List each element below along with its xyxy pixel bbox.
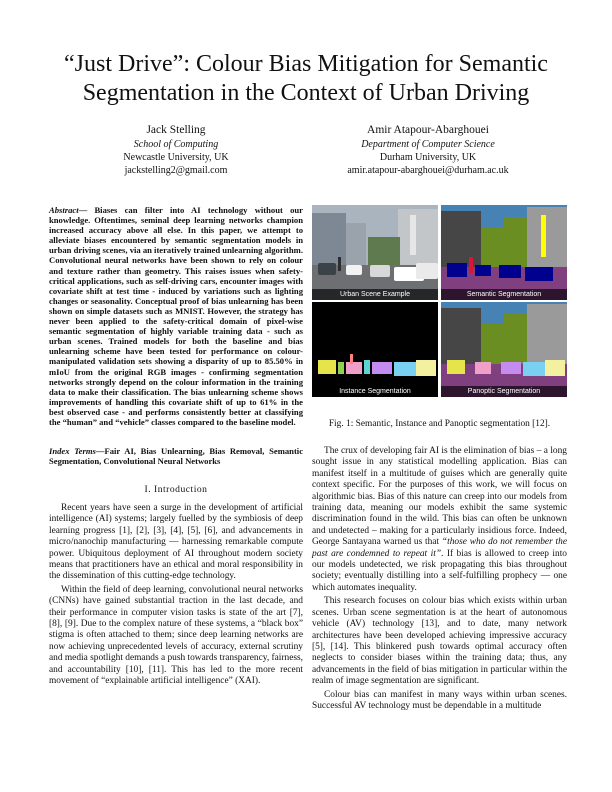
figure-panel-semantic <box>441 205 567 300</box>
author-email: jackstelling2@gmail.com <box>124 165 228 176</box>
author-email: amir.atapour-abarghouei@durham.ac.uk <box>347 165 509 176</box>
paragraph: Recent years have seen a surge in the development of artificial intelligence (AI) systems; largely fuelled by the symbiosis of deep learning progress [1], [2], [3], [4], [5], [6], and advancements in micro/nanochip manufacturing — harnessing remarkable compute power. Ubiquitous deployment of AI throughout modern society means that practitioners have an ethical and moral responsibility in the dissemination of this cutting-edge technology. <box>49 503 303 582</box>
author-dept: Department of Computer Science <box>361 139 495 150</box>
panel-label: Urban Scene Example <box>312 289 438 300</box>
panoptic-segmentation-image <box>441 302 567 397</box>
paper-title: “Just Drive”: Colour Bias Mitigation for Semantic Segmentation in the Context of Urban Driving <box>64 51 548 106</box>
urban-scene-image <box>312 205 438 300</box>
figure-panel-panoptic <box>441 302 567 397</box>
paragraph: This research focuses on colour bias which exists within urban scenes. Urban scene segmentation is at the heart of autonomous vehicle (AV) technology [13], and to date, many network architectures have been developed achieving impressive accuracy [5], [14]. This blinkered push towards optimal accuracy often neglects to consider biases within the training data; thus, any advancements in the field of bias mitigation in particular within the realm of image segmentation are significant. <box>312 596 567 687</box>
figure-panel-instance <box>312 302 438 397</box>
panel-label: Instance Segmentation <box>312 386 438 397</box>
author-block-2 <box>308 123 548 177</box>
santayana-quote: “those who do not remember the past are condemned to repeat it” <box>312 537 567 559</box>
abstract-label: Abstract <box>49 205 79 215</box>
figure-panel-urban-scene <box>312 205 438 300</box>
paragraph <box>312 446 567 594</box>
panel-label: Semantic Segmentation <box>441 289 567 300</box>
author-name: Amir Atapour-Abarghouei <box>367 124 489 136</box>
section-heading-introduction: I. Introduction <box>144 484 208 495</box>
index-terms-text: —Fair AI, Bias Unlearning, Bias Removal, Semantic Segmentation, Convolutional Neural Networks <box>49 446 304 467</box>
author-org: Newcastle University, UK <box>123 152 229 163</box>
panel-label: Panoptic Segmentation <box>441 386 567 397</box>
author-org: Durham University, UK <box>379 152 477 163</box>
paragraph: Colour bias can manifest in many ways within urban scenes. Successful AV technology must be dependable in a multitude <box>312 689 567 711</box>
abstract <box>49 205 303 427</box>
instance-segmentation-image <box>312 302 438 397</box>
index-terms <box>49 446 303 466</box>
author-dept: School of Computing <box>133 139 219 150</box>
index-terms-label: Index Terms <box>49 446 96 456</box>
figure-1 <box>312 205 567 397</box>
paragraph: Within the field of deep learning, convolutional neural networks (CNNs) have gained substantial traction in the last decade, and their performance in computer vision tasks is state of the art [7], [8], [9]. Due to the complex nature of these systems, a “black box” stigma is often attached to them; since deep learning networks are now achieving unprecedented levels of accuracy, external scrutiny and media spotlight demands a push towards transparency, fairness, and accountability [10], [11]. This has led to the more recent movement of “explainable artificial intelligence” (XAI). <box>49 584 304 687</box>
author-name: Jack Stelling <box>146 124 206 136</box>
abstract-text: — Biases can filter into AI technology without our knowledge. Oftentimes, seminal deep learning networks champion increased accuracy above all else. In this paper, we attempt to alleviate biases encountered by semantic segmentation models in urban driving scenes, via an iteratively trained unlearning algorithm. Convolutional neural networks have been shown to rely on colour and texture rather than geometry. This raises issues when safety-critical applications, such as self-driving cars, encounter images with covariate shift at test time - induced by variations such as lighting changes or seasonality. Conceptual proof of bias unlearning has been shown on simple datasets such as MNIST. However, the strategy has never been applied to the safety-critical domain of pixel-wise semantic segmentation of highly variable training data - such as urban scenes. Trained models for both the baseline and bias unlearning scheme have been tested for performance on colour-manipulated validation sets showing a disparity of up to 85.50% in mIoU from the original RGB images - confirming segmentation networks strongly depend on the colour information in the training data to make their classification. The bias unlearning scheme shows improvements of handling this covariate shift of up to 61% in the best observed case - and performs consistently better at classifying the “human” and “vehicle” classes compared to the baseline model. <box>49 205 303 427</box>
introduction-body <box>49 503 303 690</box>
author-block-1 <box>56 123 296 177</box>
paragraph-text: The crux of developing fair AI is the elimination of bias – a long sought issue in any statistical modelling application. Bias can manifest itself in a multitude of guises which are generally quite context specific. For the purposes of this work, we will focus on algorithmic bias. Bias of this nature can creep into our models from training data, meaning our models exhibit the same systemic discrimination found in the wild. This bias can often be unknown and undetected – making for a particularly insidious force. Indeed, George Santayana warned us that <box>312 446 567 548</box>
semantic-segmentation-image <box>441 205 567 300</box>
paragraph-text: . If bias is allowed to creep into our models undetected, we risk propagating this bias throughout society; eventually distilling into a self-fulfilling prophecy — one which automates inequality. <box>312 548 567 593</box>
right-column-body <box>312 446 567 714</box>
figure-caption: Fig. 1: Semantic, Instance and Panoptic segmentation [12]. <box>328 419 551 429</box>
